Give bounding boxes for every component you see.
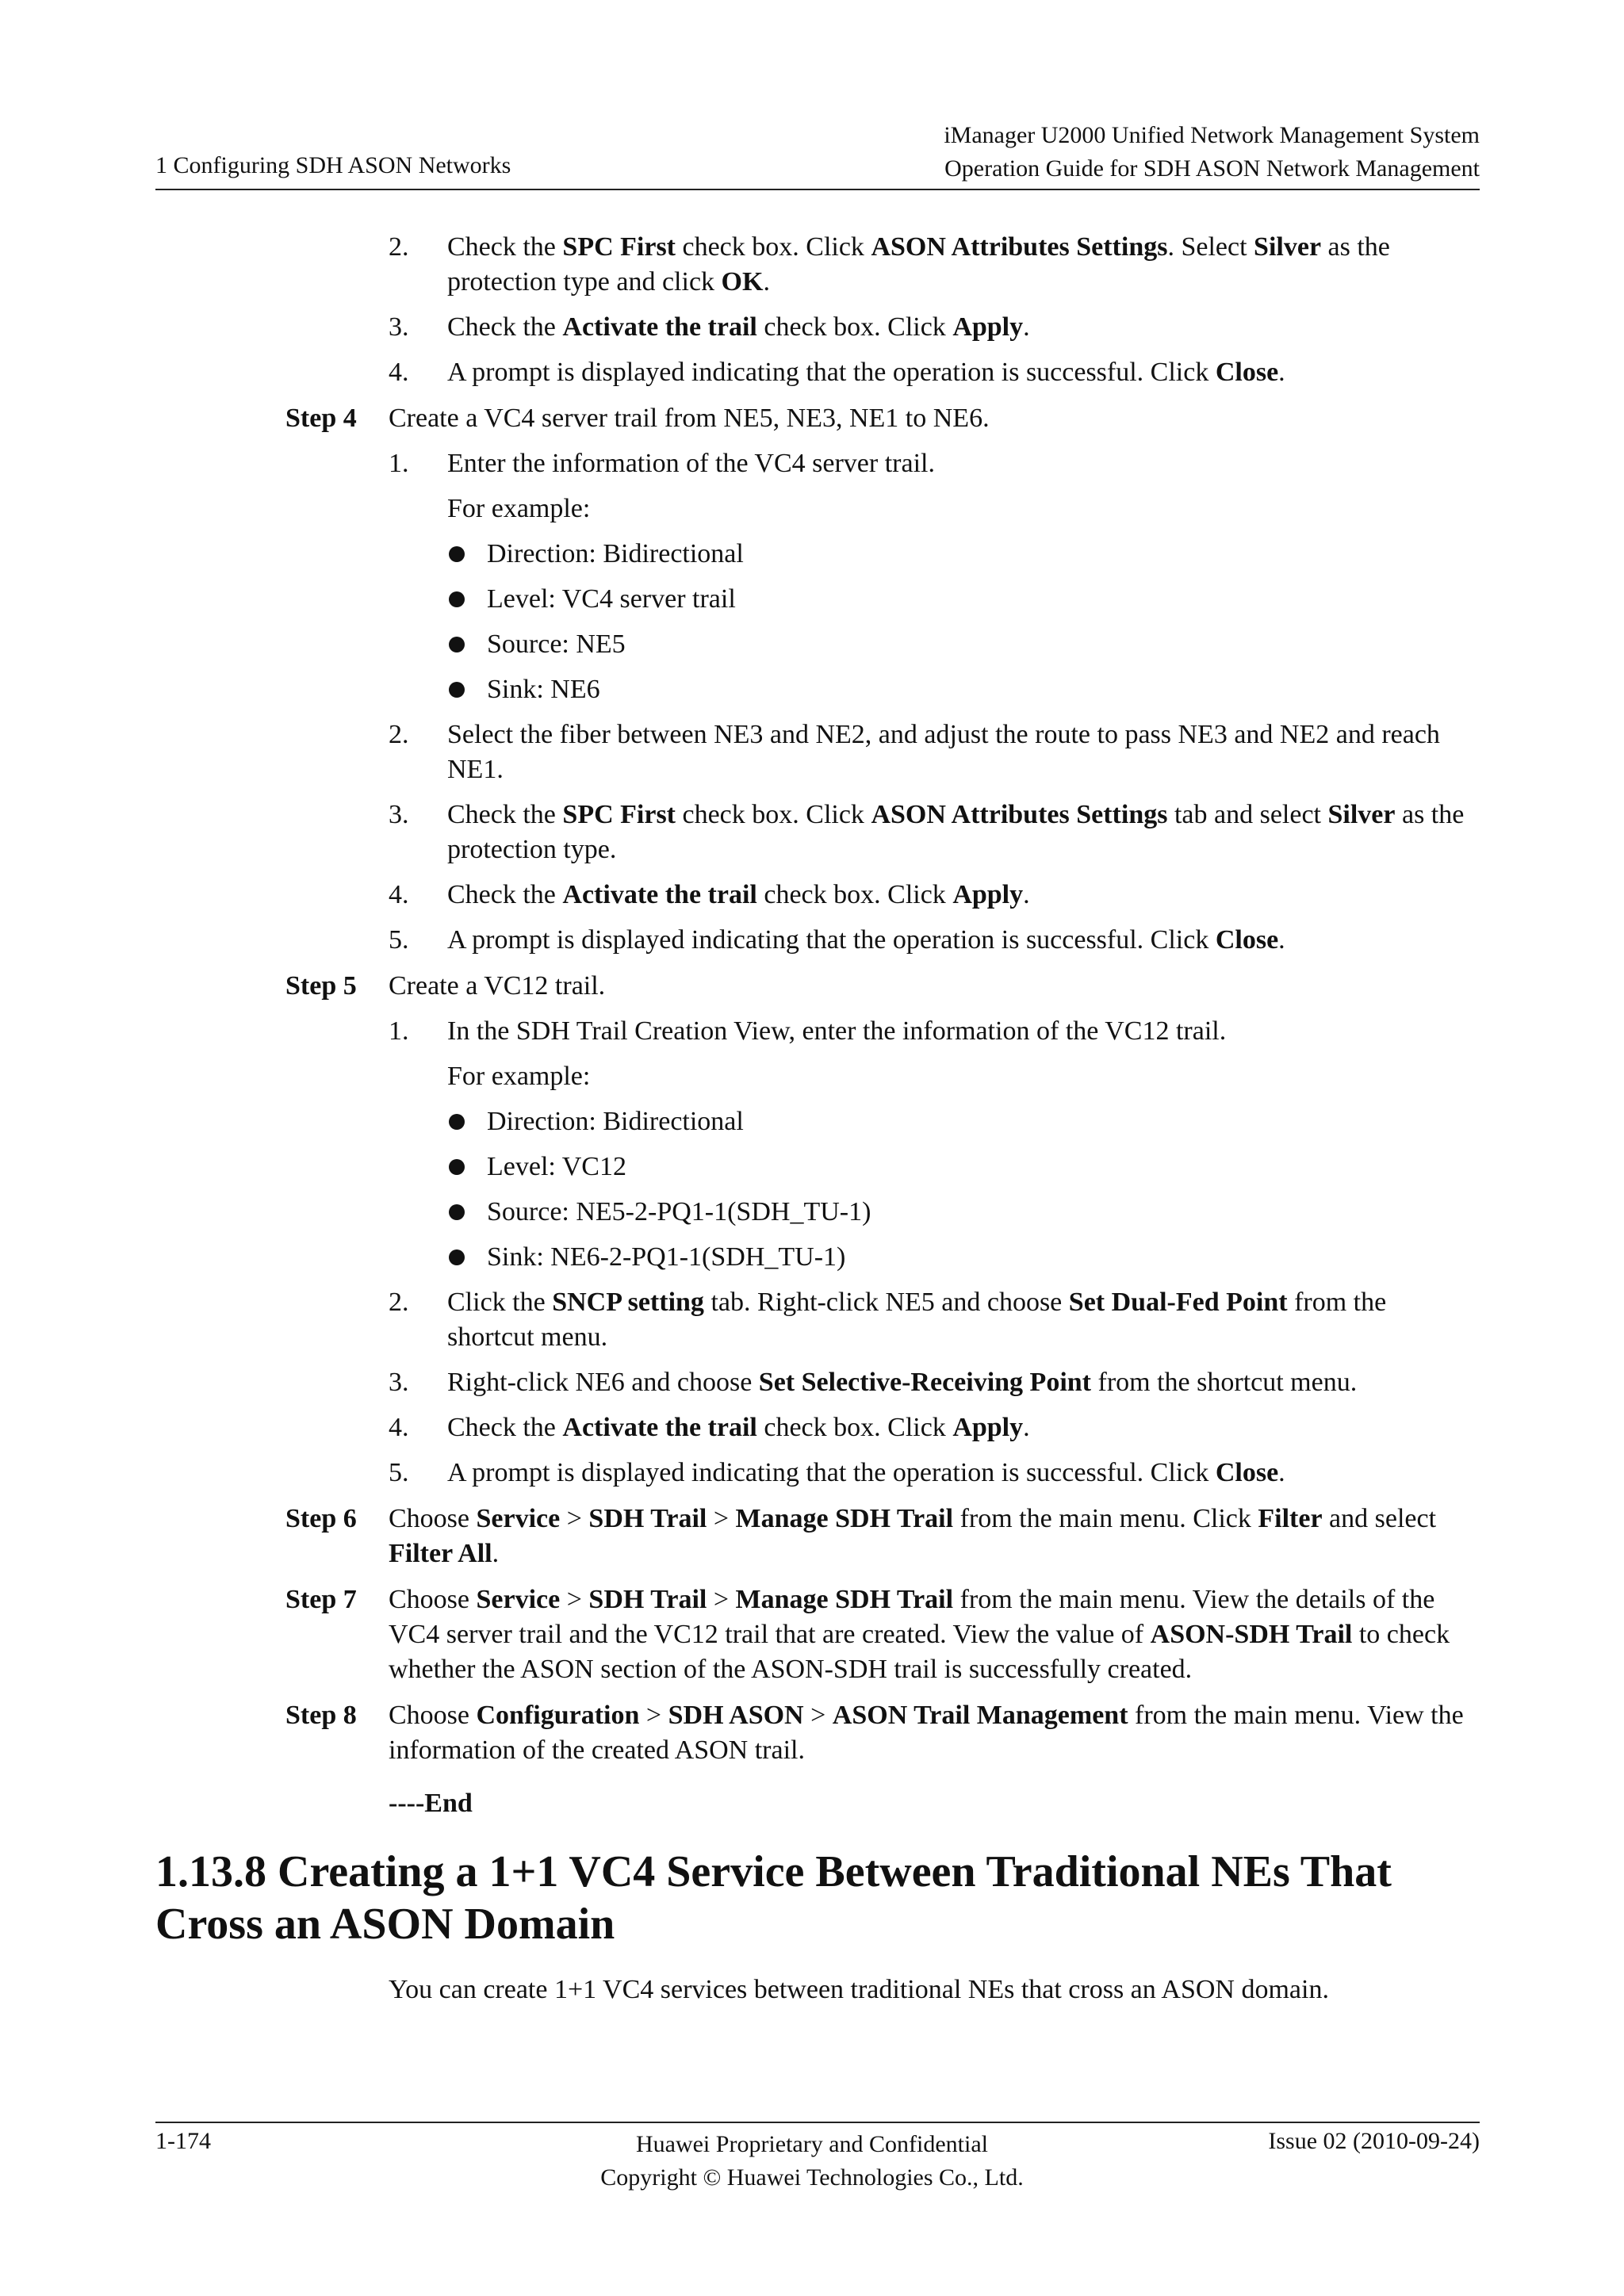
bullet-item: Level: VC4 server trail	[447, 582, 1624, 617]
list-item: 3. Check the Activate the trail check box. Click Apply.	[389, 312, 1030, 342]
section-intro: You can create 1+1 VC4 services between traditional NEs that cross an ASON domain.	[389, 1975, 1329, 2004]
bullet-item: Sink: NE6	[447, 672, 1624, 707]
running-header-title	[944, 119, 1480, 186]
bullet-icon	[449, 1114, 465, 1130]
step-label: Step 6	[285, 1504, 357, 1533]
issue-date: Issue 02 (2010-09-24)	[1268, 2128, 1480, 2154]
list-item: 1. In the SDH Trail Creation View, enter the information of the VC12 trail.	[389, 1016, 1227, 1046]
list-item: 3. Right-click NE6 and choose Set Selective-Receiving Point from the shortcut menu.	[389, 1368, 1358, 1397]
header-divider	[155, 189, 1480, 190]
page-content	[0, 230, 1624, 2007]
header-product-name: iManager U2000 Unified Network Management System	[944, 122, 1480, 148]
bullet-item: Source: NE5-2-PQ1-1(SDH_TU-1)	[447, 1195, 1624, 1230]
page-number: 1-174	[155, 2128, 211, 2154]
list-item: 4. Check the Activate the trail check box. Click Apply.	[389, 880, 1030, 909]
list-item: 2. Click the SNCP setting tab. Right-click NE5 and choose Set Dual-Fed Point from the shortcut menu.	[389, 1288, 1387, 1352]
step-label: Step 7	[285, 1585, 357, 1614]
list-item: 5. A prompt is displayed indicating that the operation is successful. Click Close.	[389, 925, 1285, 955]
step-5: Step 5 Create a VC12 trail.	[285, 969, 1480, 1004]
footer-confidential: Huawei Proprietary and Confidential	[635, 2131, 989, 2157]
bullet-item: Source: NE5	[447, 627, 1624, 662]
list-item: 1. Enter the information of the VC4 server trail.	[389, 449, 935, 478]
list-item: 2. Check the SPC First check box. Click ASON Attributes Settings. Select Silver as the protection type and click OK.	[389, 232, 1390, 297]
bullet-icon	[449, 1204, 465, 1220]
example-label: For example:	[447, 494, 591, 523]
bullet-item: Direction: Bidirectional	[447, 537, 1624, 572]
bullet-item: Level: VC12	[447, 1150, 1624, 1184]
list-item: 3. Check the SPC First check box. Click ASON Attributes Settings tab and select Silver as the protection type.	[389, 800, 1465, 864]
footer-copyright-line: Copyright © Huawei Technologies Co., Ltd.	[600, 2164, 1024, 2191]
bullet-icon	[449, 1249, 465, 1265]
step-label: Step 8	[285, 1701, 357, 1730]
section-heading: 1.13.8 Creating a 1+1 VC4 Service Between Traditional NEs That Cross an ASON Domain	[155, 1847, 1392, 1949]
end-marker: ----End	[389, 1789, 473, 1818]
bullet-icon	[449, 682, 465, 698]
step-8: Step 8 Choose Configuration > SDH ASON > ASON Trail Management from the main menu. View the information of the created ASON trail.	[285, 1698, 1480, 1768]
step-6: Step 6 Choose Service > SDH Trail > Manage SDH Trail from the main menu. Click Filter and select Filter All.	[285, 1502, 1480, 1571]
bullet-icon	[449, 591, 465, 607]
bullet-item: Sink: NE6-2-PQ1-1(SDH_TU-1)	[447, 1240, 1624, 1275]
bullet-icon	[449, 1159, 465, 1175]
list-item: 4. A prompt is displayed indicating that the operation is successful. Click Close.	[389, 358, 1285, 387]
footer-divider	[155, 2122, 1480, 2123]
step-7: Step 7 Choose Service > SDH Trail > Manage SDH Trail from the main menu. View the details of the VC4 server trail and the VC12 trail that are created. View the value of ASON-SDH Trail to check whether the ASON section of the ASON-SDH trail is successfully created.	[285, 1582, 1480, 1687]
step-label: Step 4	[285, 404, 357, 433]
example-label: For example:	[447, 1062, 591, 1091]
bullet-item: Direction: Bidirectional	[447, 1104, 1624, 1139]
list-item: 5. A prompt is displayed indicating that the operation is successful. Click Close.	[389, 1458, 1285, 1487]
step-label: Step 5	[285, 971, 357, 1001]
bullet-icon	[449, 546, 465, 562]
list-item: 2. Select the fiber between NE3 and NE2, and adjust the route to pass NE3 and NE2 and reach NE1.	[389, 720, 1440, 784]
header-guide-name: Operation Guide for SDH ASON Network Management	[944, 155, 1480, 182]
step-4: Step 4 Create a VC4 server trail from NE5, NE3, NE1 to NE6.	[285, 401, 1480, 436]
bullet-icon	[449, 637, 465, 652]
running-header-chapter: 1 Configuring SDH ASON Networks	[155, 152, 511, 178]
list-item: 4. Check the Activate the trail check box. Click Apply.	[389, 1413, 1030, 1442]
